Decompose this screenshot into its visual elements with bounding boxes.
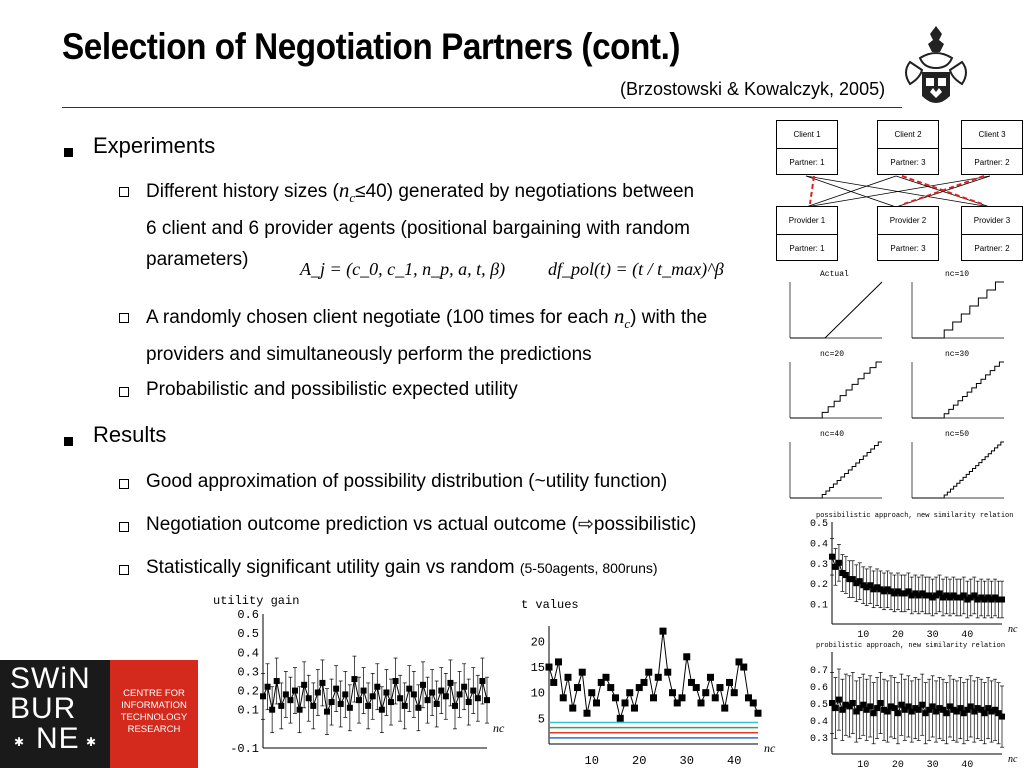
y-tick-label: 0.4 xyxy=(237,646,259,661)
data-point xyxy=(484,697,490,703)
data-point xyxy=(306,695,312,701)
data-point xyxy=(479,678,485,684)
y-tick-label: 0.3 xyxy=(809,734,828,745)
data-point xyxy=(679,694,686,701)
data-point xyxy=(832,705,838,711)
data-point xyxy=(333,686,339,692)
x-tick-label: 20 xyxy=(891,760,904,768)
data-point xyxy=(650,694,657,701)
data-point xyxy=(755,710,762,717)
data-point xyxy=(287,697,293,703)
results-item-approximation: Good approximation of possibility distribution (~utility function) xyxy=(146,471,668,492)
probabilistic-chart xyxy=(790,638,1024,768)
data-point xyxy=(461,684,467,690)
client-box-1: Client 1 Partner: 1 xyxy=(776,120,838,175)
data-point xyxy=(622,699,629,706)
data-point xyxy=(260,693,266,699)
data-point xyxy=(351,676,357,682)
client-box-3: Client 3 Partner: 2 xyxy=(961,120,1023,175)
x-tick-label: 30 xyxy=(679,754,694,768)
data-point xyxy=(415,705,421,711)
x-tick-label: 40 xyxy=(961,630,974,638)
data-point xyxy=(839,707,845,713)
page-title: Selection of Negotiation Partners (cont.) xyxy=(62,26,681,67)
y-tick-label: 0.3 xyxy=(809,559,828,571)
y-tick-label: 0.5 xyxy=(809,519,828,530)
data-point xyxy=(265,684,271,690)
data-point xyxy=(891,705,897,711)
data-point xyxy=(669,689,676,696)
bullet-square-icon xyxy=(64,433,73,451)
data-point xyxy=(919,702,925,708)
centre-label: CENTRE FOR INFORMATION TECHNOLOGY RESEARCH xyxy=(120,688,188,735)
arrow-right-icon: ⇨ xyxy=(577,514,594,535)
data-point xyxy=(683,653,690,660)
x-axis-label: nc xyxy=(493,721,505,735)
chart-title: probilistic approach, new similarity relation xyxy=(816,642,1006,650)
bullet-hollow-icon xyxy=(119,184,129,202)
data-point xyxy=(324,709,330,715)
data-point xyxy=(347,705,353,711)
data-point xyxy=(641,679,648,686)
x-tick-label: 10 xyxy=(857,760,870,768)
data-point xyxy=(301,682,307,688)
data-point xyxy=(574,684,581,691)
y-tick-label: 0.5 xyxy=(237,627,259,642)
formula-agent-params: A_j = (c_0, c_1, n_p, a, t, β) xyxy=(300,259,506,279)
data-point xyxy=(342,691,348,697)
y-tick-label: 0.2 xyxy=(809,580,828,592)
data-point xyxy=(584,710,591,717)
data-point xyxy=(550,679,557,686)
y-tick-label: 10 xyxy=(530,686,545,701)
data-point xyxy=(379,707,385,713)
data-point xyxy=(292,688,298,694)
step-line xyxy=(790,442,882,498)
bullet-experiments: Experiments xyxy=(93,133,216,158)
x-tick-label: 20 xyxy=(632,754,647,768)
bullet-hollow-icon xyxy=(119,562,129,580)
step-line xyxy=(790,282,882,338)
bullet-hollow-icon xyxy=(119,519,129,537)
data-point xyxy=(374,684,380,690)
utility-gain-chart xyxy=(205,592,505,768)
data-point xyxy=(388,699,394,705)
data-point xyxy=(750,699,757,706)
data-point xyxy=(447,680,453,686)
data-point xyxy=(829,700,835,706)
data-point xyxy=(895,710,901,716)
data-point xyxy=(836,697,842,703)
small-plot-title: Actual xyxy=(820,270,849,279)
data-point xyxy=(579,669,586,676)
data-point xyxy=(999,597,1005,603)
small-plot-title: nc=10 xyxy=(945,270,970,279)
coat-of-arms-icon xyxy=(900,22,972,118)
client-box-2: Client 2 Partner: 3 xyxy=(877,120,939,175)
negotiation-diagram xyxy=(768,116,1024,266)
data-point xyxy=(588,689,595,696)
data-point xyxy=(717,684,724,691)
data-point xyxy=(470,688,476,694)
logo-text: NE xyxy=(36,722,80,755)
bullet-square-icon xyxy=(64,144,73,162)
possibilistic-chart xyxy=(790,508,1024,638)
y-tick-label: 0.5 xyxy=(809,700,828,711)
provider-box-2: Provider 2 Partner: 3 xyxy=(877,206,939,261)
data-point xyxy=(315,689,321,695)
data-point xyxy=(329,699,335,705)
data-point xyxy=(420,682,426,688)
y-tick-label: 15 xyxy=(530,661,545,676)
x-tick-label: 40 xyxy=(727,754,742,768)
data-point xyxy=(560,694,567,701)
step-line xyxy=(790,362,882,418)
data-point xyxy=(612,694,619,701)
results-item-utility-gain: Statistically significant utility gain vs random (5-50agents, 800runs) xyxy=(146,557,658,578)
data-point xyxy=(702,689,709,696)
data-point xyxy=(319,680,325,686)
t-values-chart xyxy=(515,596,790,768)
data-point xyxy=(982,710,988,716)
data-point xyxy=(457,691,463,697)
data-point xyxy=(452,703,458,709)
star-icon: ✱ xyxy=(14,735,25,749)
data-point xyxy=(721,705,728,712)
data-point xyxy=(836,560,842,566)
data-point xyxy=(999,714,1005,720)
logo-text: BUR xyxy=(10,692,77,725)
logo-text: SWiN xyxy=(10,662,91,695)
y-tick-label: 0.3 xyxy=(237,665,259,680)
data-point xyxy=(698,699,705,706)
data-point xyxy=(885,709,891,715)
data-point xyxy=(429,689,435,695)
bullet-hollow-icon xyxy=(119,476,129,494)
data-point xyxy=(406,686,412,692)
data-point xyxy=(707,674,714,681)
data-point xyxy=(443,693,449,699)
x-axis-label: nc xyxy=(764,741,776,755)
data-point xyxy=(274,678,280,684)
y-tick-label: -0.1 xyxy=(230,742,259,756)
provider-box-1: Provider 1 Partner: 1 xyxy=(776,206,838,261)
small-plot-title: nc=50 xyxy=(945,430,970,439)
data-point xyxy=(943,710,949,716)
data-point xyxy=(297,707,303,713)
chart-title: possibilistic approach, new similarity relation xyxy=(816,512,1014,520)
data-point xyxy=(712,694,719,701)
data-point xyxy=(603,674,610,681)
x-tick-label: 40 xyxy=(961,760,974,768)
data-point xyxy=(871,710,877,716)
data-point xyxy=(565,674,572,681)
data-point xyxy=(850,700,856,706)
y-tick-label: 20 xyxy=(530,635,545,650)
x-tick-label: 10 xyxy=(584,754,599,768)
x-axis-label: nc xyxy=(1008,624,1018,635)
y-tick-label: 0.7 xyxy=(809,666,828,677)
data-point xyxy=(546,664,553,671)
y-tick-label: 0.4 xyxy=(809,539,828,551)
x-tick-label: 10 xyxy=(857,630,870,638)
small-plot-title: nc=20 xyxy=(820,350,845,359)
data-point xyxy=(434,701,440,707)
star-icon: ✱ xyxy=(86,735,97,749)
data-point xyxy=(957,705,963,711)
data-point xyxy=(617,715,624,722)
data-point xyxy=(655,674,662,681)
data-point xyxy=(269,707,275,713)
data-point xyxy=(693,684,700,691)
bullet-hollow-icon xyxy=(119,310,129,328)
data-point xyxy=(740,664,747,671)
chart-title: t values xyxy=(521,598,579,612)
y-tick-label: 0.1 xyxy=(809,600,828,612)
data-point xyxy=(555,658,562,665)
data-point xyxy=(898,702,904,708)
data-point xyxy=(593,699,600,706)
bullet-hollow-icon xyxy=(119,384,129,402)
step-line xyxy=(912,362,1004,418)
data-point xyxy=(731,689,738,696)
data-point xyxy=(660,628,667,635)
x-tick-label: 30 xyxy=(926,760,939,768)
data-point xyxy=(645,669,652,676)
results-item-prediction: Negotiation outcome prediction vs actual outcome (⇨possibilistic) xyxy=(146,514,697,535)
data-point xyxy=(278,703,284,709)
experiments-item-history: Different history sizes $(n_c\le 40)$ generated by negotiations between 6 client and 6 provider agents (positional bargaining with random parameters) xyxy=(146,178,695,270)
data-point xyxy=(411,691,417,697)
chart-title: utility gain xyxy=(213,594,300,608)
data-point xyxy=(425,697,431,703)
data-point xyxy=(397,695,403,701)
data-point xyxy=(361,688,367,694)
x-tick-label: 30 xyxy=(926,630,939,638)
formula-decay: df_pol(t) = (t / t_max)^β xyxy=(548,259,724,279)
data-point xyxy=(726,679,733,686)
utility-step-plots xyxy=(768,270,1024,510)
data-point xyxy=(626,689,633,696)
y-tick-label: 0.6 xyxy=(809,683,828,694)
data-point xyxy=(860,702,866,708)
x-axis-label: nc xyxy=(1008,754,1018,765)
small-plot-title: nc=40 xyxy=(820,430,845,439)
data-point xyxy=(829,554,835,560)
step-line xyxy=(912,442,1004,498)
y-tick-label: 0.6 xyxy=(237,608,259,622)
title-divider xyxy=(62,107,902,108)
x-tick-label: 20 xyxy=(891,630,904,638)
data-point xyxy=(569,705,576,712)
data-point xyxy=(878,700,884,706)
data-point xyxy=(867,703,873,709)
data-point xyxy=(356,697,362,703)
y-tick-label: 0.4 xyxy=(809,717,828,728)
data-point xyxy=(310,703,316,709)
data-point xyxy=(466,699,472,705)
citation: (Brzostowski & Kowalczyk, 2005) xyxy=(620,79,886,99)
data-point xyxy=(338,701,344,707)
data-point xyxy=(393,678,399,684)
data-point xyxy=(365,703,371,709)
y-tick-label: 0.2 xyxy=(237,684,259,699)
provider-box-3: Provider 3 Partner: 2 xyxy=(961,206,1023,261)
data-point xyxy=(402,703,408,709)
step-line xyxy=(912,282,1004,338)
data-point xyxy=(475,695,481,701)
y-tick-label: 5 xyxy=(537,712,545,727)
bullet-results: Results xyxy=(93,422,167,447)
experiments-item-random-client: A randomly chosen client negotiate (100 times for each $n_c$) with the providers and simultaneously perform the predictions xyxy=(146,304,708,365)
experiments-item-expected-utility: Probabilistic and possibilistic expected utility xyxy=(146,379,518,400)
small-plot-title: nc=30 xyxy=(945,350,970,359)
data-point xyxy=(383,689,389,695)
data-point xyxy=(664,669,671,676)
data-point xyxy=(283,691,289,697)
data-point xyxy=(370,693,376,699)
data-point xyxy=(631,705,638,712)
data-point xyxy=(607,684,614,691)
data-point xyxy=(916,707,922,713)
y-tick-label: 0.1 xyxy=(237,703,259,718)
data-point xyxy=(438,688,444,694)
